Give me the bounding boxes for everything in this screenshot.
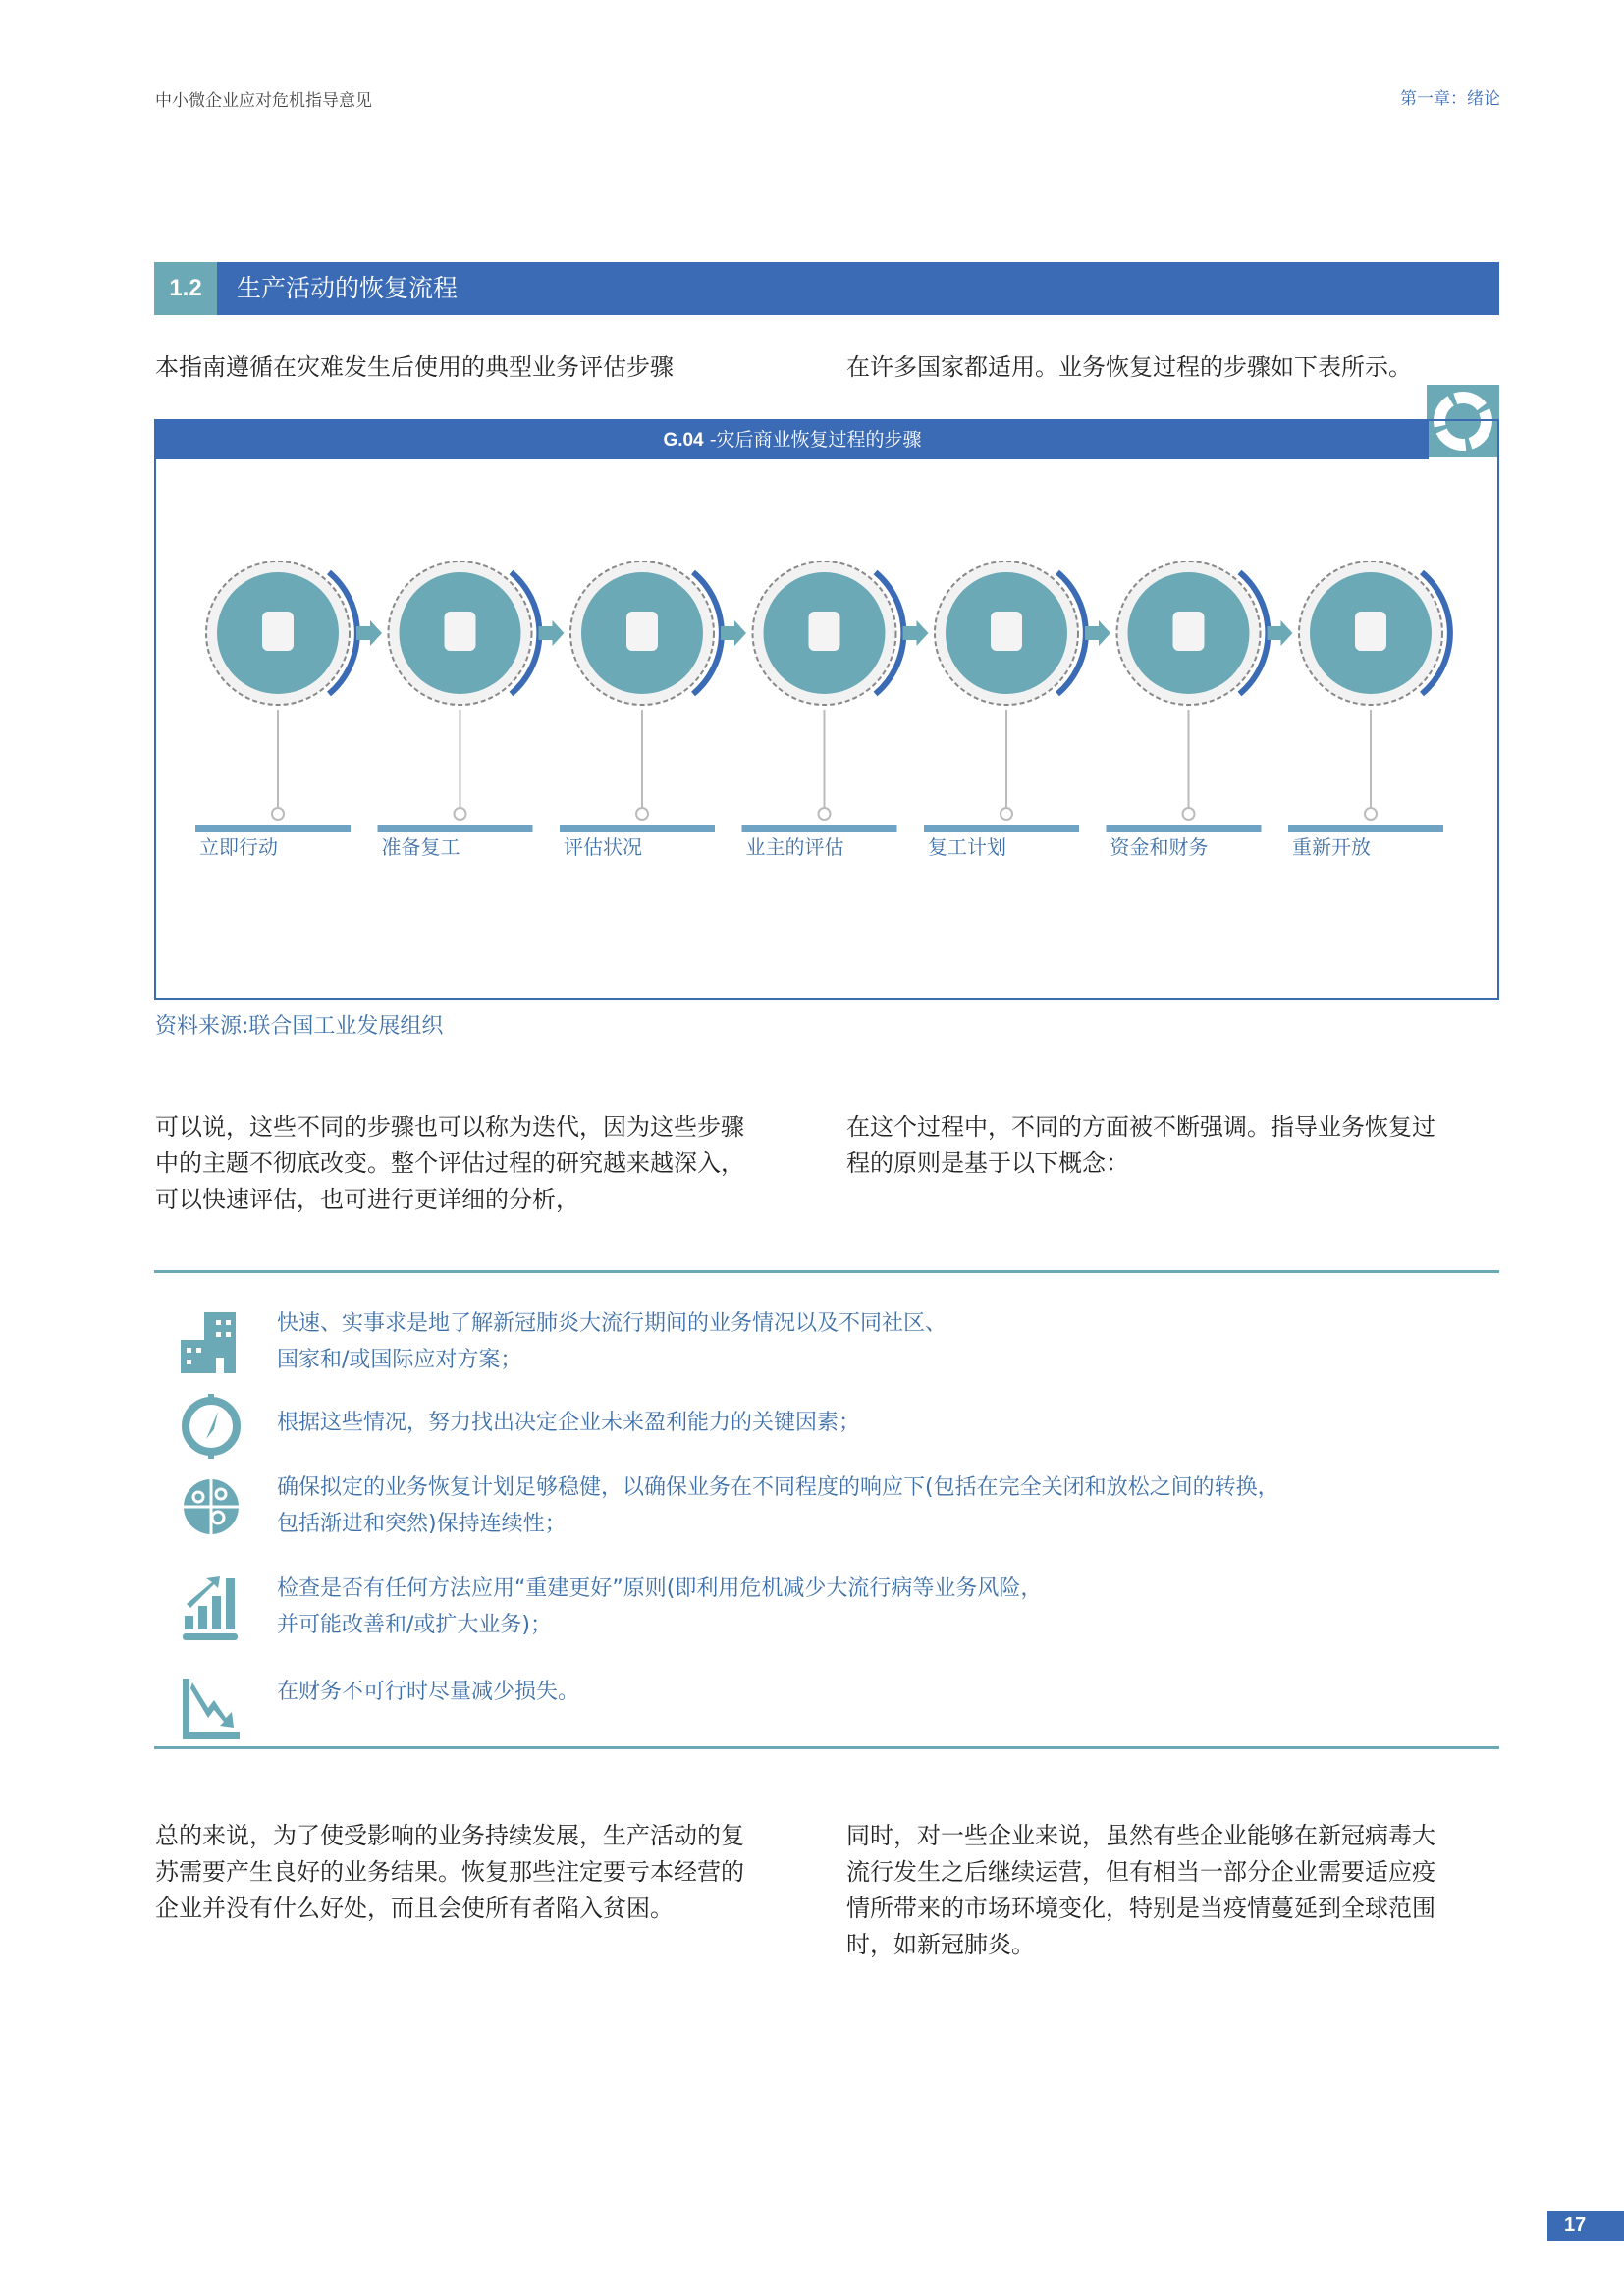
principle-1 bbox=[277, 1306, 947, 1378]
arrow-right-icon bbox=[903, 620, 929, 646]
step-3 bbox=[560, 561, 722, 832]
connector-node bbox=[455, 808, 466, 820]
step-4 bbox=[742, 561, 904, 832]
text-line: 情所带来的市场环境变化，特别是当疫情蔓延到全球范围 bbox=[846, 1895, 1435, 1922]
step-2 bbox=[378, 561, 540, 832]
connector-node bbox=[1001, 808, 1012, 820]
section-title: 生产活动的恢复流程 bbox=[237, 274, 459, 302]
text-line: 总的来说，为了使受影响的业务持续发展，生产活动的复 bbox=[155, 1822, 744, 1849]
step-icon-glyph bbox=[1173, 612, 1205, 651]
step-label: 资金和财务 bbox=[1110, 835, 1209, 859]
text-line: 可以说，这些不同的步骤也可以称为迭代，因为这些步骤 bbox=[155, 1113, 744, 1141]
step-icon-glyph bbox=[262, 612, 294, 651]
text-line: 时，如新冠肺炎。 bbox=[846, 1931, 1035, 1958]
arrow-right-icon bbox=[539, 620, 565, 646]
text-line: 快速、实事求是地了解新冠肺炎大流行期间的业务情况以及不同社区、 bbox=[277, 1311, 947, 1336]
principle-2 bbox=[277, 1405, 860, 1441]
step-label: 评估状况 bbox=[564, 835, 642, 859]
step-label: 准备复工 bbox=[381, 835, 460, 859]
paragraph-1-right bbox=[846, 1109, 1435, 1182]
step-icon-glyph bbox=[626, 612, 658, 651]
step-label: 重新开放 bbox=[1292, 835, 1371, 859]
steps-diagram bbox=[156, 459, 1497, 999]
connector-node bbox=[272, 808, 284, 820]
step-6 bbox=[1107, 561, 1269, 832]
compass-icon bbox=[177, 1392, 245, 1461]
connector-node bbox=[819, 808, 831, 820]
connector-node bbox=[636, 808, 648, 820]
step-1 bbox=[195, 561, 357, 832]
text-line: 在财务不可行时尽量减少损失。 bbox=[277, 1680, 580, 1704]
figure-source: 资料来源:联合国工业发展组织 bbox=[155, 1014, 444, 1039]
divider bbox=[154, 1270, 1499, 1273]
bar-chart-up-icon bbox=[177, 1575, 245, 1643]
step-label: 立即行动 bbox=[199, 835, 278, 859]
text-line: 包括渐进和突然)保持连续性； bbox=[277, 1512, 567, 1536]
arrow-right-icon bbox=[1085, 620, 1110, 646]
text-line: 国家和/或国际应对方案； bbox=[277, 1348, 522, 1372]
text-line: 检查是否有任何方法应用“重建更好”原则(即利用危机减少大流行病等业务风险， bbox=[277, 1576, 1043, 1601]
arrow-right-icon bbox=[356, 620, 382, 646]
text-line: 同时，对一些企业来说，虽然有些企业能够在新冠病毒大 bbox=[846, 1822, 1435, 1849]
text-line: 在这个过程中，不同的方面被不断强调。指导业务恢复过 bbox=[846, 1113, 1435, 1141]
text-line: 企业并没有什么好处，而且会使所有者陷入贫困。 bbox=[155, 1895, 674, 1922]
text-line: 苏需要产生良好的业务结果。恢复那些注定要亏本经营的 bbox=[155, 1858, 744, 1886]
connector-node bbox=[1183, 808, 1195, 820]
intro-left: 本指南遵循在灾难发生后使用的典型业务评估步骤 bbox=[155, 353, 674, 381]
chart-down-icon bbox=[177, 1675, 245, 1743]
text-line: 根据这些情况，努力找出决定企业未来盈利能力的关键因素； bbox=[277, 1411, 861, 1435]
buildings-icon bbox=[177, 1310, 245, 1379]
step-icon-glyph bbox=[1355, 612, 1386, 651]
principle-3 bbox=[277, 1469, 1279, 1542]
figure-title-text: -灾后商业恢复过程的步骤 bbox=[709, 429, 922, 451]
chapter-label: 第一章：绪论 bbox=[1400, 89, 1500, 109]
document-title: 中小微企业应对危机指导意见 bbox=[155, 91, 372, 111]
paragraph-2-left bbox=[155, 1818, 744, 1927]
principle-5 bbox=[277, 1674, 579, 1710]
step-5 bbox=[924, 561, 1086, 832]
connector-node bbox=[1365, 808, 1377, 820]
step-icon-glyph bbox=[809, 612, 840, 651]
globe-network-icon bbox=[177, 1472, 245, 1541]
step-icon-glyph bbox=[991, 612, 1022, 651]
principle-4 bbox=[277, 1571, 1042, 1643]
step-label: 复工计划 bbox=[928, 835, 1006, 859]
arrow-right-icon bbox=[1268, 620, 1293, 646]
text-line: 并可能改善和/或扩大业务)； bbox=[277, 1613, 552, 1637]
intro-right: 在许多国家都适用。业务恢复过程的步骤如下表所示。 bbox=[846, 353, 1412, 381]
page-number: 17 bbox=[1547, 2211, 1624, 2241]
figure-g04 bbox=[154, 419, 1499, 1000]
step-label: 业主的评估 bbox=[745, 835, 844, 859]
figure-title bbox=[156, 421, 1429, 459]
paragraph-1-left bbox=[155, 1109, 744, 1218]
divider bbox=[154, 1746, 1499, 1749]
text-line: 程的原则是基于以下概念： bbox=[846, 1149, 1129, 1177]
section-number: 1.2 bbox=[154, 262, 217, 315]
step-7 bbox=[1288, 561, 1450, 832]
section-header bbox=[154, 262, 1499, 315]
arrow-right-icon bbox=[721, 620, 746, 646]
step-icon-glyph bbox=[445, 612, 476, 651]
text-line: 中的主题不彻底改变。整个评估过程的研究越来越深入， bbox=[155, 1149, 744, 1177]
text-line: 可以快速评估，也可进行更详细的分析， bbox=[155, 1186, 579, 1213]
paragraph-2-right bbox=[846, 1818, 1435, 1963]
text-line: 确保拟定的业务恢复计划足够稳健，以确保业务在不同程度的响应下(包括在完全关闭和放松之间的转换， bbox=[277, 1475, 1279, 1500]
figure-code: G.04 bbox=[663, 430, 704, 451]
text-line: 流行发生之后继续运营，但有相当一部分企业需要适应疫 bbox=[846, 1858, 1435, 1886]
